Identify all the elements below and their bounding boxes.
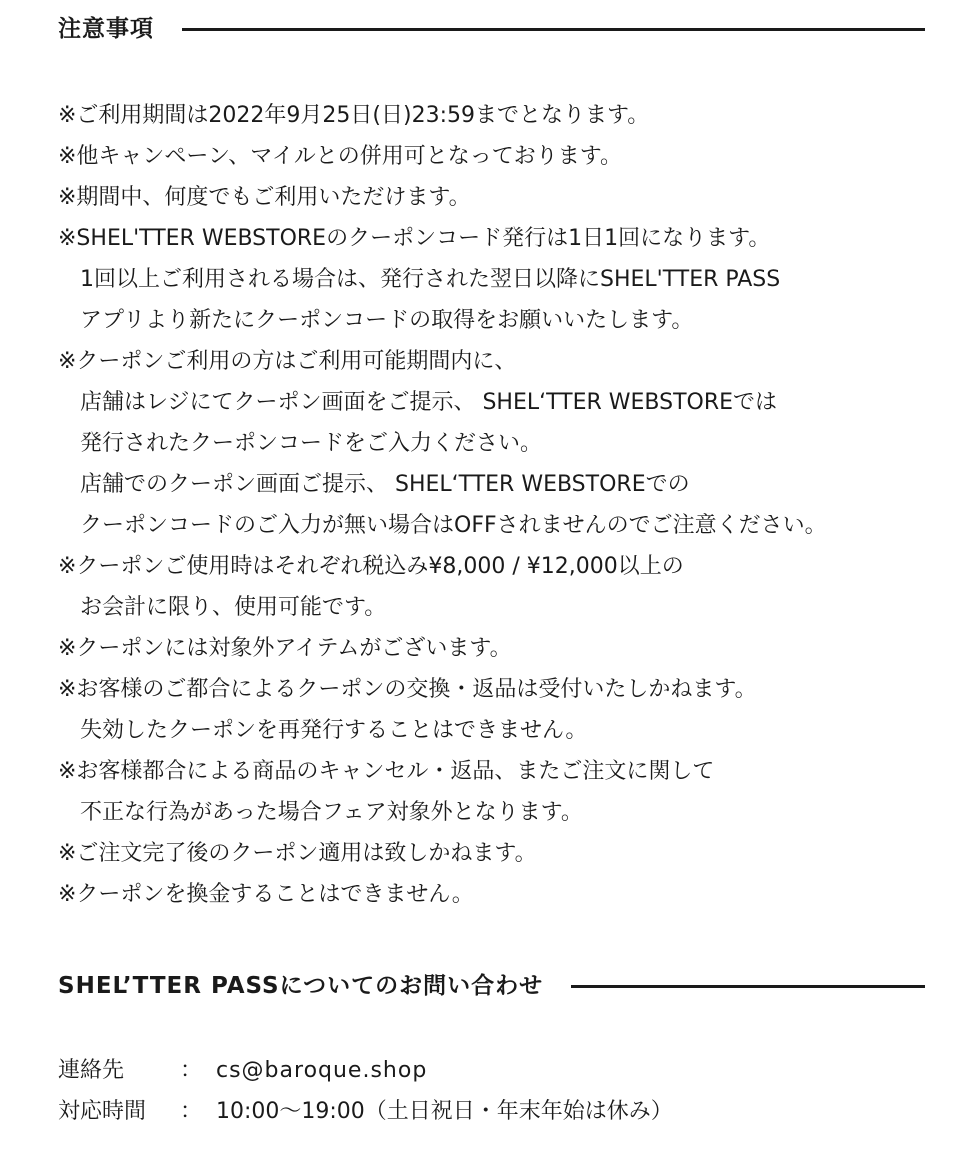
contact-label: 対応時間 (58, 1099, 147, 1124)
business-hours: 10:00〜19:00（土日祝日・年末年始は休み） (216, 1099, 673, 1124)
contact-heading (58, 975, 925, 998)
note-line: お会計に限り、使用可能です。 (80, 595, 387, 620)
note-line: ※お客様都合による商品のキャンセル・返品、またご注文に関して (58, 759, 715, 784)
contact-separator: ： (180, 1099, 203, 1124)
note-line: ※SHEL'TTER WEBSTOREのクーポンコード発行は1日1回になります。 (58, 226, 771, 251)
note-line: 発行されたクーポンコードをご入力ください。 (80, 431, 543, 456)
note-line: 1回以上ご利用される場合は、発行された翌日以降にSHEL'TTER PASS (80, 267, 781, 292)
note-line: 店舗はレジにてクーポン画面をご提示、 SHEL‘TTER WEBSTOREでは (80, 390, 778, 415)
note-line: 店舗でのクーポン画面ご提示、 SHEL‘TTER WEBSTOREでの (80, 472, 690, 497)
contact-separator: ： (180, 1058, 203, 1083)
heading-rule (182, 28, 925, 31)
note-line: アプリより新たにクーポンコードの取得をお願いいたします。 (80, 308, 694, 333)
note-line: 不正な行為があった場合フェア対象外となります。 (80, 800, 583, 825)
note-line: ※ご注文完了後のクーポン適用は致しかねます。 (58, 841, 537, 866)
contact-title: SHEL’TTER PASSについてのお問い合わせ (58, 973, 544, 999)
note-line: ※他キャンペーン、マイルとの併用可となっております。 (58, 144, 623, 169)
note-line: ※クーポンご使用時はそれぞれ税込み¥8,000 / ¥12,000以上の (58, 554, 684, 579)
contact-row-hours (58, 1091, 938, 1132)
note-line: ※期間中、何度でもご利用いただけます。 (58, 185, 471, 210)
heading-rule (571, 985, 925, 988)
note-line: ※クーポンを換金することはできません。 (58, 882, 474, 907)
notes-heading (58, 18, 925, 41)
contact-info (58, 1050, 938, 1132)
note-line: ※ご利用期間は2022年9月25日(日)23:59までとなります。 (58, 103, 650, 128)
note-line: ※お客様のご都合によるクーポンの交換・返品は受付いたしかねます。 (58, 677, 757, 702)
contact-email-link[interactable]: cs@baroque.shop (216, 1058, 428, 1083)
note-line: 失効したクーポンを再発行することはできません。 (80, 718, 588, 743)
contact-row-email (58, 1050, 938, 1091)
note-line: ※クーポンご利用の方はご利用可能期間内に、 (58, 349, 517, 374)
notes-list (58, 95, 938, 915)
notes-title: 注意事項 (58, 16, 154, 42)
note-line: クーポンコードのご入力が無い場合はOFFされませんのでご注意ください。 (80, 513, 827, 538)
note-line: ※クーポンには対象外アイテムがございます。 (58, 636, 512, 661)
contact-label: 連絡先 (58, 1058, 125, 1083)
